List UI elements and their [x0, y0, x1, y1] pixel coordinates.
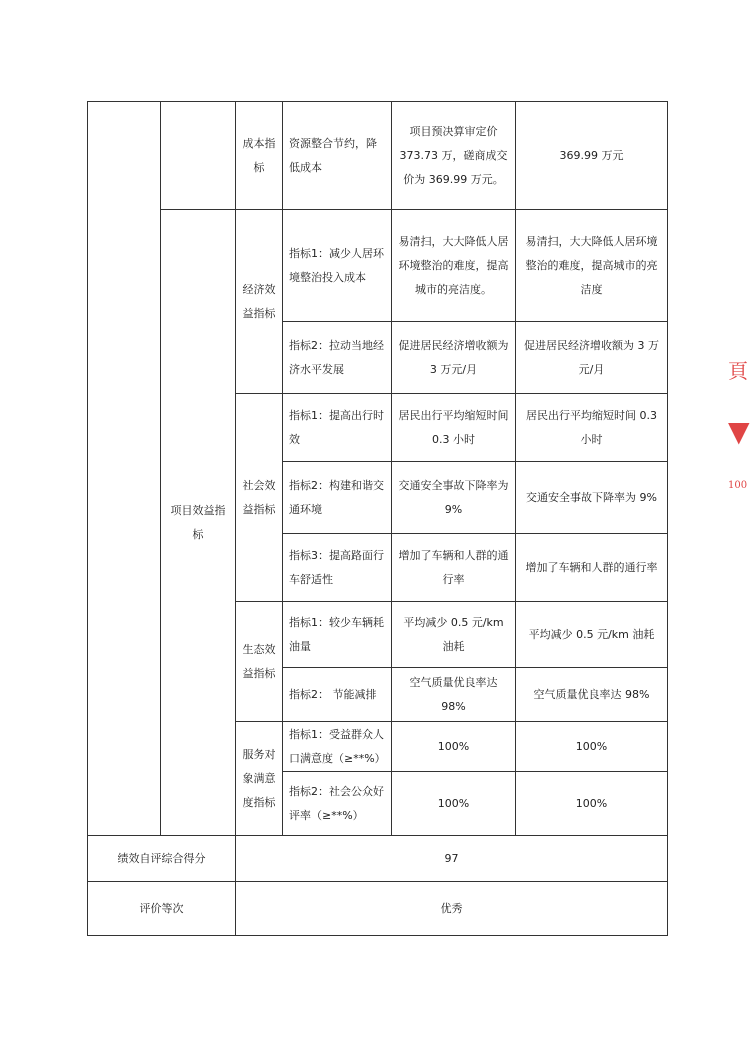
economic-indicator-1: 指标1：减少人居环境整治投入成本	[283, 210, 392, 322]
ecological-target-2: 空气质量优良率达 98%	[392, 668, 516, 722]
social-target-3: 增加了车辆和人群的通行率	[392, 534, 516, 602]
satisfaction-category: 服务对象满意度指标	[236, 722, 283, 836]
social-indicator-3: 指标3：提高路面行车舒适性	[283, 534, 392, 602]
first-level-blank-cell	[88, 102, 161, 836]
satisfaction-target-2: 100%	[392, 772, 516, 836]
second-level-blank-cell	[161, 102, 236, 210]
economic-category: 经济效益指标	[236, 210, 283, 394]
ecological-target-1: 平均减少 0.5 元/km 油耗	[392, 602, 516, 668]
social-actual-1: 居民出行平均缩短时间 0.3 小时	[516, 394, 668, 462]
table-row	[88, 102, 668, 210]
score-row	[88, 836, 668, 882]
economic-actual-1: 易清扫，大大降低人居环境整治的难度，提高城市的亮洁度	[516, 210, 668, 322]
grade-value: 优秀	[236, 882, 668, 936]
performance-evaluation-table	[87, 101, 668, 836]
social-target-1: 居民出行平均缩短时间 0.3 小时	[392, 394, 516, 462]
project-benefit-label: 项目效益指标	[161, 210, 236, 836]
social-indicator-2: 指标2：构建和谐交通环境	[283, 462, 392, 534]
cost-indicator: 资源整合节约，降低成本	[283, 102, 392, 210]
social-actual-2: 交通安全事故下降率为 9%	[516, 462, 668, 534]
score-label: 绩效自评综合得分	[88, 836, 236, 882]
ecological-category: 生态效益指标	[236, 602, 283, 722]
ecological-indicator-2: 指标2： 节能减排	[283, 668, 392, 722]
ecological-actual-2: 空气质量优良率达 98%	[516, 668, 668, 722]
satisfaction-target-1: 100%	[392, 722, 516, 772]
ecological-indicator-1: 指标1：较少车辆耗油量	[283, 602, 392, 668]
summary-table	[87, 835, 668, 936]
grade-label: 评价等次	[88, 882, 236, 936]
economic-actual-2: 促进居民经济增收额为 3 万元/月	[516, 322, 668, 394]
grade-row	[88, 882, 668, 936]
social-actual-3: 增加了车辆和人群的通行率	[516, 534, 668, 602]
social-indicator-1: 指标1：提高出行时效	[283, 394, 392, 462]
satisfaction-actual-1: 100%	[516, 722, 668, 772]
satisfaction-indicator-1: 指标1：受益群众人口满意度（≥**%）	[283, 722, 392, 772]
economic-indicator-2: 指标2：拉动当地经济水平发展	[283, 322, 392, 394]
score-value: 97	[236, 836, 668, 882]
economic-target-2: 促进居民经济增收额为 3 万元/月	[392, 322, 516, 394]
seal-fragment-triangle-icon: ▼	[728, 415, 750, 448]
economic-target-1: 易清扫，大大降低人居环境整治的难度，提高城市的亮洁度。	[392, 210, 516, 322]
seal-fragment-number: 100	[728, 480, 748, 491]
satisfaction-actual-2: 100%	[516, 772, 668, 836]
table-row	[88, 210, 668, 322]
cost-actual: 369.99 万元	[516, 102, 668, 210]
cost-category: 成本指标	[236, 102, 283, 210]
social-category: 社会效益指标	[236, 394, 283, 602]
ecological-actual-1: 平均减少 0.5 元/km 油耗	[516, 602, 668, 668]
social-target-2: 交通安全事故下降率为 9%	[392, 462, 516, 534]
seal-fragment-char: 頁	[728, 359, 748, 383]
satisfaction-indicator-2: 指标2：社会公众好评率（≥**%）	[283, 772, 392, 836]
cost-target: 项目预决算审定价 373.73 万，磋商成交价为 369.99 万元。	[392, 102, 516, 210]
